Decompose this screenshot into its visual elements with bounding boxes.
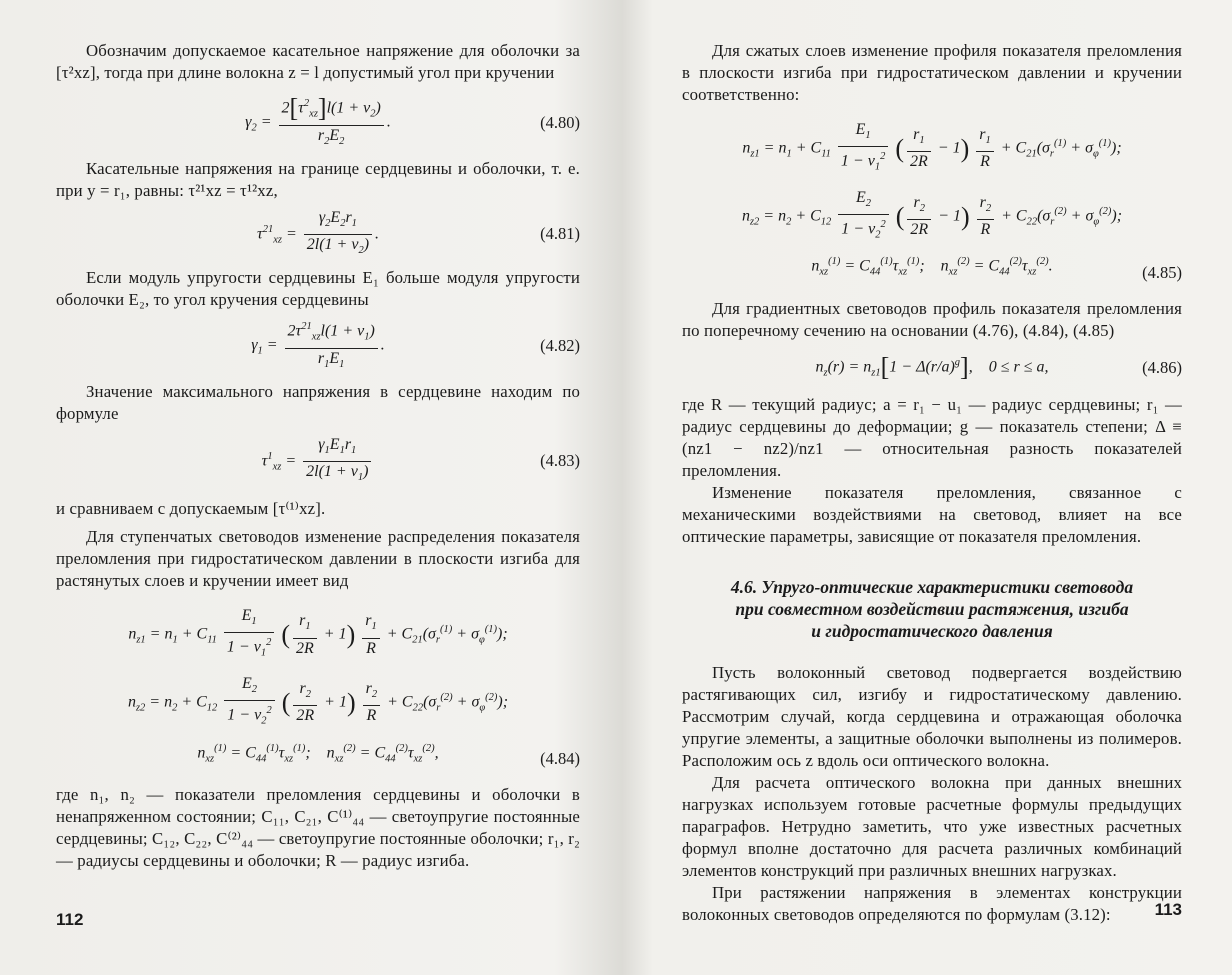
equation-number: (4.82) (540, 335, 580, 355)
equation-number: (4.85) (1142, 262, 1182, 282)
equation-number: (4.80) (540, 112, 580, 132)
left-paragraph-4: Значение максимального напряжения в сердцевине находим по формуле (56, 381, 580, 423)
right-paragraph-7: При растяжении напряжения в элементах конструкции волоконных световодов определяются по формулам (3.12): (682, 883, 1182, 925)
equation-4-85: $n_{z1} = n_1 + C_{11}$ $\frac{E_1}{1 - \nu_1^2}$ ( $\frac{r_1}{2R}$ − 1) $\frac{r_1}{R}$ + $C_{21}(\sigma_r^{(1)} + \sigma_\varphi^{(1)})$; $n_{z2} = n_2 + C_{12}$ $\frac{E_2}{1 - \nu_2^2}$ ( $\frac{r_2}{2R}$ − 1) $\frac{r_2}{R}$ + $C_{22}(\sigma_r^{(2)} + \sigma_\varphi^{(2)})$; $n_{xz}^{(1)} = C_{44}^{(1)}\tau_{xz}^{(1)}$; $n_{xz}^{(2)} = C_{44}^{(2)}\tau_{xz}^{(2)}$. (4.85) (741, 121, 1182, 282)
section-title-line-3: и гидростатического давления (811, 621, 1053, 642)
equation-number: (4.84) (540, 749, 580, 769)
right-page (616, 0, 1232, 975)
right-paragraph-5: Пусть волоконный световод подвергается воздействию растягивающих сил, изгибу и гидростатическому давлению. Рассмотрим случай, когда сердцевина и отражающая оболочка упругие элементы, а защитные оболочки выполнены из полимеров. Расположим ось z вдоль оси оптического волокна. (682, 663, 1182, 771)
left-paragraph-6: Для ступенчатых световодов изменение распределения показателя преломления при гидростатическом давлении в плоскости изгиба для растянутых слоев и кручении имеет вид (56, 527, 580, 591)
equation-4-86: $n_z(r) = n_{z1}[1 - \Delta(r/a)^g]$, 0 ≤ r ≤ a, (4.86) (815, 352, 1182, 382)
page-number-right: 113 (1154, 900, 1182, 919)
right-paragraph-6: Для расчета оптического волокна при данных внешних нагрузках используем готовые расчетные формулы предыдущих параграфов. Нетрудно заметить, что уже известных расчетных формул вполне достаточно для расчета различных комбинаций элементов конструкций при различных внешних нагрузках. (682, 773, 1182, 881)
left-paragraph-2: Касательные напряжения на границе сердцевины и оболочки, т. е. при y = r₁, равны: τ²¹xz = τ¹²xz, (56, 158, 580, 200)
right-paragraph-3: где R — текущий радиус; a = r₁ − u₁ — радиус сердцевины; r₁ — радиус сердцевины до деформации; g — показатель степени; Δ ≡ (nz1 − nz2)/nz1 — относительная разность показателей преломления. (682, 395, 1182, 481)
page-number-left: 112 (56, 910, 84, 929)
equation-number: (4.83) (540, 451, 580, 471)
equation-4-84: $n_{z1} = n_1 + C_{11}$ $\frac{E_1}{1 - \nu_1^2}$ ( $\frac{r_1}{2R}$ + 1) $\frac{r_1}{R}$ + $C_{21}(\sigma_r^{(1)} + \sigma_\varphi^{(1)})$; $n_{z2} = n_2 + C_{12}$ $\frac{E_2}{1 - \nu_2^2}$ ( $\frac{r_2}{2R}$ + 1) $\frac{r_2}{R}$ + $C_{22}(\sigma_r^{(2)} + \sigma_\varphi^{(2)})$; $n_{xz}^{(1)} = C_{44}^{(1)}\tau_{xz}^{(1)}$; $n_{xz}^{(2)} = C_{44}^{(2)}\tau_{xz}^{(2)}$, (4.84) (127, 607, 580, 769)
left-paragraph-7: где n₁, n₂ — показатели преломления сердцевины и оболочки в ненапряженном состоянии; C₁₁, C₂₁, C⁽¹⁾₄₄ — светоупругие постоянные сердцевины; C₁₂, C₂₂, C⁽²⁾₄₄ — светоупругие постоянные оболочки; r₁, r₂ — радиусы сердцевины и оболочки; R — радиус изгиба. (56, 785, 580, 871)
section-title-line-2: при совместном воздействии растяжения, изгиба (735, 599, 1129, 620)
equation-4-82: $\gamma_1$ = $\frac{2\tau^{21}_{xz}l(1 + \nu_1)}{r_1E_1}$ . (4.82) (56, 317, 580, 375)
section-title-line-1: 4.6. Упруго-оптические характеристики световода (730, 577, 1134, 598)
left-paragraph-3: Если модуль упругости сердцевины E₁ больше модуля упругости оболочки E₂, то угол кручения сердцевины (56, 268, 580, 310)
right-paragraph-2: Для градиентных световодов профиль показателя преломления по поперечному сечению на основании (4.76), (4.84), (4.85) (682, 298, 1182, 340)
right-paragraph-1: Для сжатых слоев изменение профиля показателя преломления в плоскости изгиба при гидростатическом давлении и кручении соответственно: (682, 41, 1182, 104)
left-paragraph-5: и сравниваем с допускаемым [τ⁽¹⁾xz]. (56, 499, 326, 519)
left-paragraph-1: Обозначим допускаемое касательное напряжение для оболочки за [τ²xz], тогда при длине волокна z = l допустимый угол при кручении (56, 41, 580, 82)
equation-number: (4.86) (1142, 358, 1182, 378)
equation-4-80: $\gamma_2$ = $\frac{2[\tau^2_{xz}]l(1 + \nu_2)}{r_2E_2}$ . (4.80) (245, 93, 580, 147)
equation-4-83: $\tau^1_{xz}$ = $\frac{\gamma_1E_1r_1}{2l(1 + \nu_1)}$ (4.83) (261, 435, 580, 484)
equation-4-81: $\tau^{21}_{xz}$ = $\frac{\gamma_2E_2r_1}{2l(1 + \nu_2)}$ . (4.81) (256, 208, 580, 257)
equation-number: (4.81) (540, 224, 580, 244)
right-paragraph-4: Изменение показателя преломления, связанное с механическими воздействиями на световод, влияет на все оптические параметры, зависящие от показателя преломления. (682, 483, 1182, 547)
